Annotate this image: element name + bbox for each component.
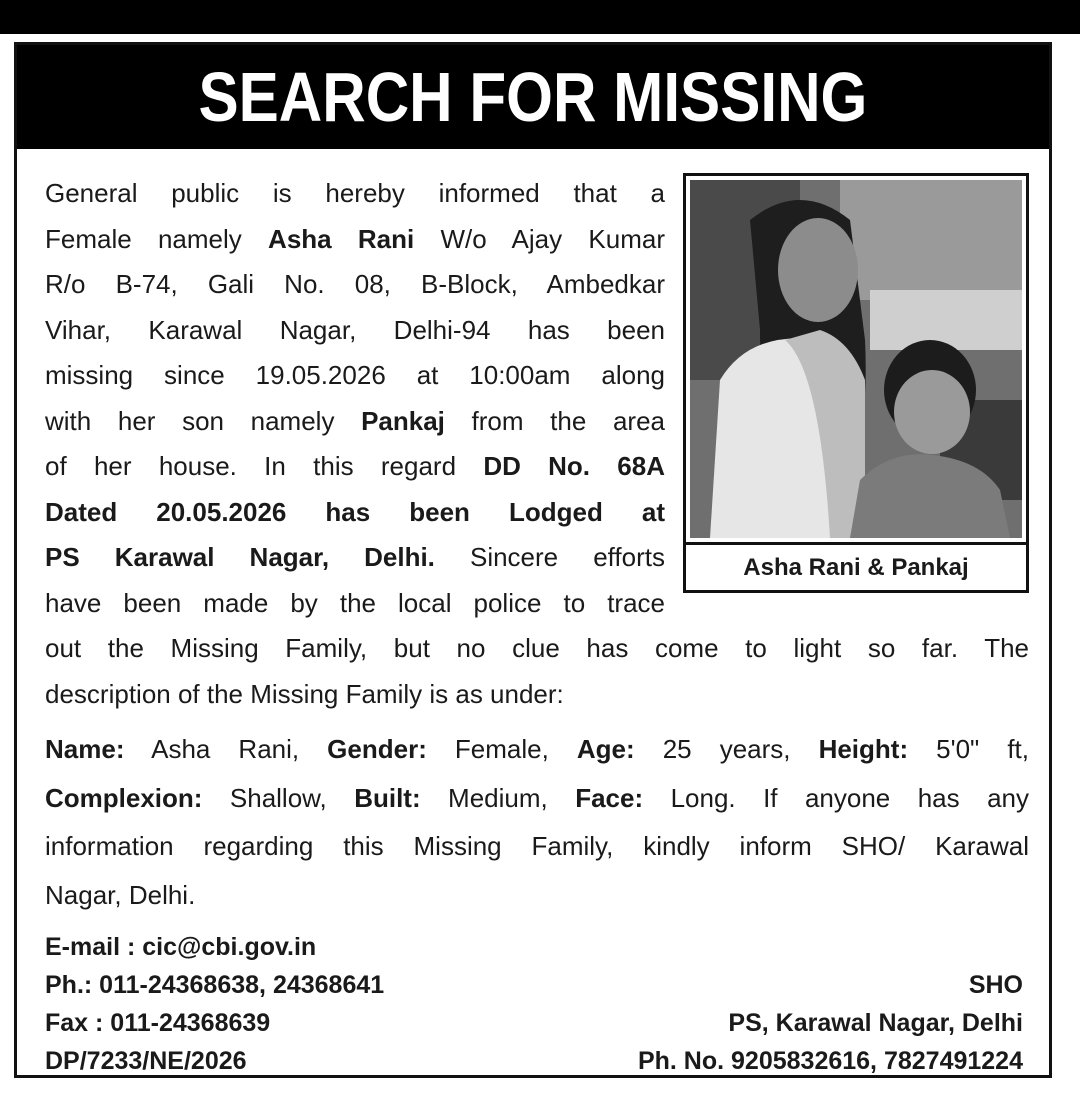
intro-text bbox=[45, 171, 1029, 717]
description-text bbox=[45, 725, 1029, 919]
description-line: Name: Asha Rani, Gender: Female, Age: 25 years, Height: 5'0" ft, bbox=[45, 734, 1029, 764]
intro-line: Dated 20.05.2026 has been Lodged at bbox=[45, 496, 665, 527]
description-line: information regarding this Missing Family, kindly inform SHO/ Karawal bbox=[45, 831, 1029, 861]
missing-name: Asha Rani bbox=[268, 223, 415, 254]
notice-title: SEARCH FOR MISSING bbox=[198, 58, 868, 136]
intro-line: of her house. In this regard DD No. 68A bbox=[45, 451, 666, 481]
missing-notice bbox=[14, 42, 1052, 1078]
dd-number: DD No. 68A bbox=[483, 451, 666, 481]
intro-line: with her son namely Pankaj from the area bbox=[45, 405, 665, 436]
son-name: Pankaj bbox=[361, 405, 445, 436]
sho-title: SHO bbox=[968, 971, 1023, 999]
sho-phone: Ph. No. 9205832616, 7827491224 bbox=[637, 1047, 1023, 1075]
description-line: Nagar, Delhi. bbox=[45, 879, 196, 910]
sho-station: PS, Karawal Nagar, Delhi bbox=[728, 1009, 1023, 1037]
sho-block bbox=[638, 966, 1023, 1080]
intro-line: General public is hereby informed that a bbox=[45, 178, 665, 208]
intro-line: Vihar, Karawal Nagar, Delhi-94 has been bbox=[45, 314, 665, 345]
top-black-bar bbox=[0, 0, 1080, 34]
photo-caption: Asha Rani & Pankaj bbox=[686, 542, 1026, 591]
intro-line: PS Karawal Nagar, Delhi. Sincere efforts bbox=[45, 542, 665, 572]
reference-number: DP/7233/NE/2026 bbox=[45, 1047, 247, 1075]
contact-phone: Ph.: 011-24368638, 24368641 bbox=[45, 971, 385, 999]
contact-block bbox=[45, 928, 384, 1080]
notice-header bbox=[17, 45, 1049, 149]
intro-line: out the Missing Family, but no clue has come to light so far. The bbox=[45, 633, 1029, 663]
contact-email: E-mail : cic@cbi.gov.in bbox=[45, 933, 317, 961]
police-station: PS Karawal Nagar, Delhi. bbox=[45, 542, 435, 572]
intro-line: Female namely Asha Rani W/o Ajay Kumar bbox=[45, 223, 665, 254]
intro-line: R/o B-74, Gali No. 08, B-Block, Ambedkar bbox=[45, 269, 665, 299]
contact-fax: Fax : 011-24368639 bbox=[45, 1009, 271, 1037]
intro-line: have been made by the local police to trace bbox=[45, 587, 665, 618]
intro-line: description of the Missing Family is as under: bbox=[45, 678, 564, 709]
description-line: Complexion: Shallow, Built: Medium, Face: Long. If anyone has any bbox=[45, 782, 1029, 813]
intro-line: missing since 19.05.2026 at 10:00am along bbox=[45, 360, 665, 390]
